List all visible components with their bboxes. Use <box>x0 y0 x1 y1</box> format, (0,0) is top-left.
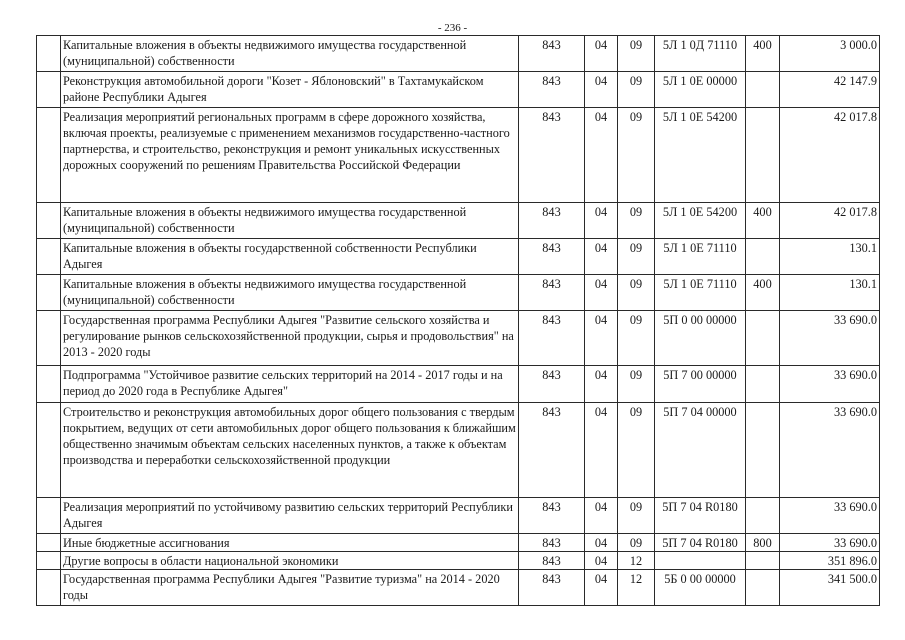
item-name: Иные бюджетные ассигнования <box>61 534 519 552</box>
department-code: 843 <box>519 275 585 311</box>
department-code: 843 <box>519 403 585 498</box>
expense-type-code <box>746 311 780 366</box>
subsection-code: 09 <box>618 534 655 552</box>
item-name: Реализация мероприятий по устойчивому развитию сельских территорий Республики Адыгея <box>61 498 519 534</box>
item-name: Капитальные вложения в объекты недвижимого имущества государственной (муниципальной) собственности <box>61 275 519 311</box>
department-code: 843 <box>519 72 585 108</box>
expense-type-code <box>746 552 780 570</box>
target-article-code: 5Л 1 0Е 54200 <box>655 108 746 203</box>
subsection-code: 09 <box>618 108 655 203</box>
subsection-code: 09 <box>618 366 655 403</box>
subsection-code: 09 <box>618 72 655 108</box>
department-code: 843 <box>519 498 585 534</box>
expense-type-code <box>746 403 780 498</box>
department-code: 843 <box>519 36 585 72</box>
table-row <box>37 366 880 403</box>
margin-cell <box>37 366 61 403</box>
amount: 42 147.9 <box>780 72 880 108</box>
margin-cell <box>37 311 61 366</box>
table-row <box>37 72 880 108</box>
section-code: 04 <box>585 570 618 606</box>
amount: 33 690.0 <box>780 366 880 403</box>
target-article-code: 5П 0 00 00000 <box>655 311 746 366</box>
table-row <box>37 239 880 275</box>
department-code: 843 <box>519 570 585 606</box>
margin-cell <box>37 498 61 534</box>
margin-cell <box>37 403 61 498</box>
budget-table <box>36 35 880 606</box>
expense-type-code <box>746 239 780 275</box>
amount: 33 690.0 <box>780 311 880 366</box>
section-code: 04 <box>585 403 618 498</box>
amount: 351 896.0 <box>780 552 880 570</box>
table-row <box>37 311 880 366</box>
item-name: Реализация мероприятий региональных программ в сфере дорожного хозяйства, включая проекты, реализуемые с применением механизмов государственно-частного партнерства, и строительство, реконструкция и ремонт уникальных искусственных дорожных сооружений по решениям Правительства Российской Федерации <box>61 108 519 203</box>
item-name: Капитальные вложения в объекты недвижимого имущества государственной (муниципальной) собственности <box>61 203 519 239</box>
amount: 42 017.8 <box>780 108 880 203</box>
section-code: 04 <box>585 534 618 552</box>
table-row <box>37 498 880 534</box>
expense-type-code <box>746 366 780 403</box>
section-code: 04 <box>585 36 618 72</box>
margin-cell <box>37 203 61 239</box>
amount: 33 690.0 <box>780 498 880 534</box>
margin-cell <box>37 72 61 108</box>
item-name: Капитальные вложения в объекты государственной собственности Республики Адыгея <box>61 239 519 275</box>
section-code: 04 <box>585 203 618 239</box>
table-row <box>37 36 880 72</box>
expense-type-code <box>746 72 780 108</box>
amount: 33 690.0 <box>780 534 880 552</box>
margin-cell <box>37 570 61 606</box>
section-code: 04 <box>585 366 618 403</box>
table-row <box>37 275 880 311</box>
margin-cell <box>37 534 61 552</box>
expense-type-code <box>746 570 780 606</box>
amount: 42 017.8 <box>780 203 880 239</box>
item-name: Строительство и реконструкция автомобильных дорог общего пользования с твердым покрытием, ведущих от сети автомобильных дорог общего пользования к ближайшим общественно значимым объектам сельских населенных пунктов, а также к объектам производства и переработки сельскохозяйственной продукции <box>61 403 519 498</box>
target-article-code <box>655 552 746 570</box>
section-code: 04 <box>585 311 618 366</box>
amount: 341 500.0 <box>780 570 880 606</box>
section-code: 04 <box>585 552 618 570</box>
margin-cell <box>37 239 61 275</box>
margin-cell <box>37 275 61 311</box>
item-name: Государственная программа Республики Адыгея "Развитие сельского хозяйства и регулирование рынков сельскохозяйственной продукции, сырья и продовольствия" на 2013 - 2020 годы <box>61 311 519 366</box>
amount: 3 000.0 <box>780 36 880 72</box>
target-article-code: 5Л 1 0Е 00000 <box>655 72 746 108</box>
margin-cell <box>37 552 61 570</box>
subsection-code: 12 <box>618 552 655 570</box>
subsection-code: 09 <box>618 403 655 498</box>
subsection-code: 12 <box>618 570 655 606</box>
department-code: 843 <box>519 311 585 366</box>
target-article-code: 5П 7 04 00000 <box>655 403 746 498</box>
expense-type-code: 400 <box>746 275 780 311</box>
table-row <box>37 552 880 570</box>
item-name: Другие вопросы в области национальной экономики <box>61 552 519 570</box>
section-code: 04 <box>585 108 618 203</box>
department-code: 843 <box>519 552 585 570</box>
subsection-code: 09 <box>618 203 655 239</box>
target-article-code: 5Л 1 0Е 71110 <box>655 239 746 275</box>
table-row <box>37 570 880 606</box>
section-code: 04 <box>585 275 618 311</box>
item-name: Подпрограмма "Устойчивое развитие сельских территорий на 2014 - 2017 годы и на период до 2020 года в Республике Адыгея" <box>61 366 519 403</box>
section-code: 04 <box>585 498 618 534</box>
margin-cell <box>37 108 61 203</box>
target-article-code: 5Л 1 0Д 71110 <box>655 36 746 72</box>
table-row <box>37 403 880 498</box>
subsection-code: 09 <box>618 311 655 366</box>
target-article-code: 5Б 0 00 00000 <box>655 570 746 606</box>
target-article-code: 5П 7 04 R0180 <box>655 534 746 552</box>
amount: 130.1 <box>780 275 880 311</box>
expense-type-code: 400 <box>746 36 780 72</box>
department-code: 843 <box>519 108 585 203</box>
target-article-code: 5П 7 00 00000 <box>655 366 746 403</box>
department-code: 843 <box>519 239 585 275</box>
target-article-code: 5П 7 04 R0180 <box>655 498 746 534</box>
page-number: - 236 - <box>437 22 468 34</box>
department-code: 843 <box>519 534 585 552</box>
amount: 130.1 <box>780 239 880 275</box>
section-code: 04 <box>585 239 618 275</box>
item-name: Реконструкция автомобильной дороги "Козет - Яблоновский" в Тахтамукайском районе Республики Адыгея <box>61 72 519 108</box>
table-row <box>37 108 880 203</box>
section-code: 04 <box>585 72 618 108</box>
table-row <box>37 203 880 239</box>
department-code: 843 <box>519 366 585 403</box>
amount: 33 690.0 <box>780 403 880 498</box>
expense-type-code <box>746 108 780 203</box>
expense-type-code: 400 <box>746 203 780 239</box>
department-code: 843 <box>519 203 585 239</box>
target-article-code: 5Л 1 0Е 54200 <box>655 203 746 239</box>
subsection-code: 09 <box>618 36 655 72</box>
subsection-code: 09 <box>618 239 655 275</box>
expense-type-code: 800 <box>746 534 780 552</box>
subsection-code: 09 <box>618 275 655 311</box>
expense-type-code <box>746 498 780 534</box>
table-row <box>37 534 880 552</box>
item-name: Капитальные вложения в объекты недвижимого имущества государственной (муниципальной) собственности <box>61 36 519 72</box>
margin-cell <box>37 36 61 72</box>
subsection-code: 09 <box>618 498 655 534</box>
target-article-code: 5Л 1 0Е 71110 <box>655 275 746 311</box>
item-name: Государственная программа Республики Адыгея "Развитие туризма" на 2014 - 2020 годы <box>61 570 519 606</box>
